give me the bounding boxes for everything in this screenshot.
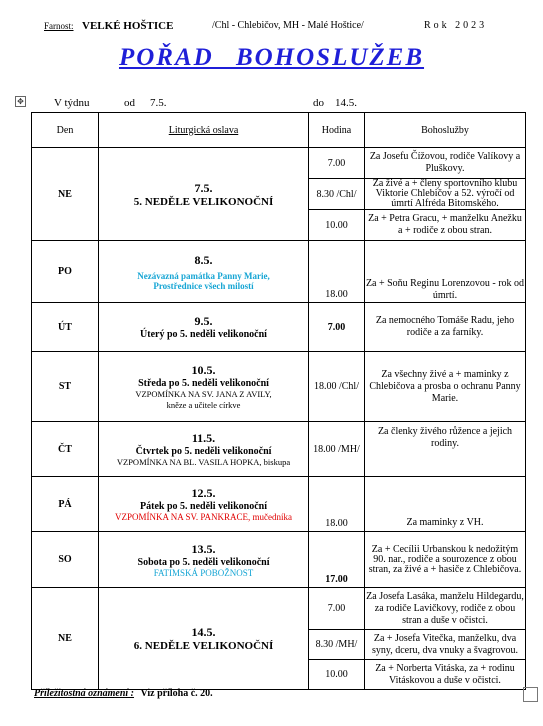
- celebration-cell: 11.5. Čtvrtek po 5. neděli velikonoční VZPOMÍNKA NA BL. VASILA HOPKA, biskupa: [99, 422, 309, 477]
- table-row: [32, 303, 526, 352]
- table-row: [32, 148, 526, 179]
- time-cell: 7.00: [309, 148, 365, 179]
- time-cell: 7.00: [309, 303, 365, 352]
- service-cell: Za + Cecílii Urbanskou k nedožitým 90. nar., rodiče a sourozence z obou stran, za živé a + hasiče z Chlebičova.: [365, 532, 526, 588]
- end-of-table-box: [523, 687, 538, 702]
- day-cell: NE: [32, 148, 99, 241]
- time-cell: 18.00: [309, 241, 365, 303]
- parish-header: [44, 20, 488, 32]
- time-cell: 18.00 /MH/: [309, 422, 365, 477]
- service-cell: Za členky živého růžence a jejich rodiny.: [365, 422, 526, 477]
- table-header-row: [32, 113, 526, 148]
- service-cell: Za maminky z VH.: [365, 477, 526, 532]
- footer-note: [34, 688, 213, 699]
- col-services: Bohoslužby: [365, 113, 526, 148]
- celebration-cell: 10.5. Středa po 5. neděli velikonoční VZPOMÍNKA NA SV. JANA Z AVILY, kněze a učitele církve: [99, 352, 309, 422]
- celebration-cell: 9.5. Úterý po 5. neděli velikonoční: [99, 303, 309, 352]
- time-cell: 7.00: [309, 588, 365, 630]
- time-cell: 18.00: [309, 477, 365, 532]
- service-cell: Za všechny živé a + maminky z Chlebičova a prosba o ochranu Panny Marie.: [365, 352, 526, 422]
- celebration-cell: 13.5. Sobota po 5. neděli velikonoční FATIMSKÁ POBOŽNOST: [99, 532, 309, 588]
- service-cell: Za Josefa Lasáka, manželu Hildegardu, za rodiče Lavičkovy, rodiče z obou stran a duše v očistci.: [365, 588, 526, 630]
- parish-label: Farnost:: [44, 21, 74, 31]
- week-to-label: do: [313, 97, 324, 109]
- table-row: [32, 588, 526, 630]
- week-from-date: 7.5.: [150, 97, 167, 109]
- day-cell: PO: [32, 241, 99, 303]
- week-from-label: od: [124, 97, 135, 109]
- table-row: [32, 422, 526, 477]
- table-row: [32, 532, 526, 588]
- filials-text: /Chl - Chlebičov, MH - Malé Hoštice/: [212, 20, 364, 31]
- service-cell: Za + Norberta Vitáska, za + rodinu Vitáskovou a duše v očistci.: [365, 660, 526, 690]
- col-celebration: Liturgická oslava: [99, 113, 309, 148]
- celebration-cell: 14.5. 6. NEDĚLE VELIKONOČNÍ: [99, 588, 309, 690]
- col-hour: Hodina: [309, 113, 365, 148]
- time-cell: 10.00: [309, 210, 365, 241]
- footer-text: Viz příloha č. 20.: [140, 688, 213, 699]
- table-move-handle-icon[interactable]: ✥: [15, 96, 26, 107]
- day-cell: ČT: [32, 422, 99, 477]
- day-cell: ST: [32, 352, 99, 422]
- year-label: Rok 2023: [424, 20, 488, 31]
- time-cell: 18.00 /Chl/: [309, 352, 365, 422]
- day-cell: ÚT: [32, 303, 99, 352]
- celebration-cell: 7.5. 5. NEDĚLE VELIKONOČNÍ: [99, 148, 309, 241]
- day-cell: PÁ: [32, 477, 99, 532]
- week-label: V týdnu: [54, 97, 90, 109]
- schedule-table: [31, 112, 526, 690]
- day-cell: SO: [32, 532, 99, 588]
- service-cell: Za + Josefa Vitečka, manželku, dva syny, dceru, dva vnuky a švagrovou.: [365, 630, 526, 660]
- time-cell: 8.30 /Chl/: [309, 179, 365, 210]
- service-cell: Za nemocného Tomáše Radu, jeho rodiče a za farníky.: [365, 303, 526, 352]
- celebration-cell: 12.5. Pátek po 5. neděli velikonoční VZPOMÍNKA NA SV. PANKRACE, mučedníka: [99, 477, 309, 532]
- week-to-date: 14.5.: [335, 97, 357, 109]
- time-cell: 8.30 /MH/: [309, 630, 365, 660]
- celebration-cell: 8.5. Nezávazná památka Panny Marie, Prostřednice všech milostí: [99, 241, 309, 303]
- service-cell: Za živé a + členy sportovního klubu Viktorie Chlebičov a 52. výročí od úmrtí Alfréda Bitomského.: [365, 179, 526, 210]
- time-cell: 10.00: [309, 660, 365, 690]
- footer-label: Příležitostná oznámení :: [34, 688, 135, 699]
- day-cell: NE: [32, 588, 99, 690]
- table-row: [32, 477, 526, 532]
- time-cell: 17.00: [309, 532, 365, 588]
- table-row: [32, 352, 526, 422]
- parish-name: VELKÉ HOŠTICE: [82, 20, 174, 32]
- service-cell: Za + Petra Gracu, + manželku Anežku a + rodiče z obou stran.: [365, 210, 526, 241]
- service-cell: Za Josefu Čížovou, rodiče Valíkovy a Pluškovy.: [365, 148, 526, 179]
- col-day: Den: [32, 113, 99, 148]
- table-row: [32, 241, 526, 303]
- service-cell: Za + Soňu Reginu Lorenzovou - rok od úmrtí.: [365, 241, 526, 303]
- page-title: POŘAD BOHOSLUŽEB: [118, 44, 425, 71]
